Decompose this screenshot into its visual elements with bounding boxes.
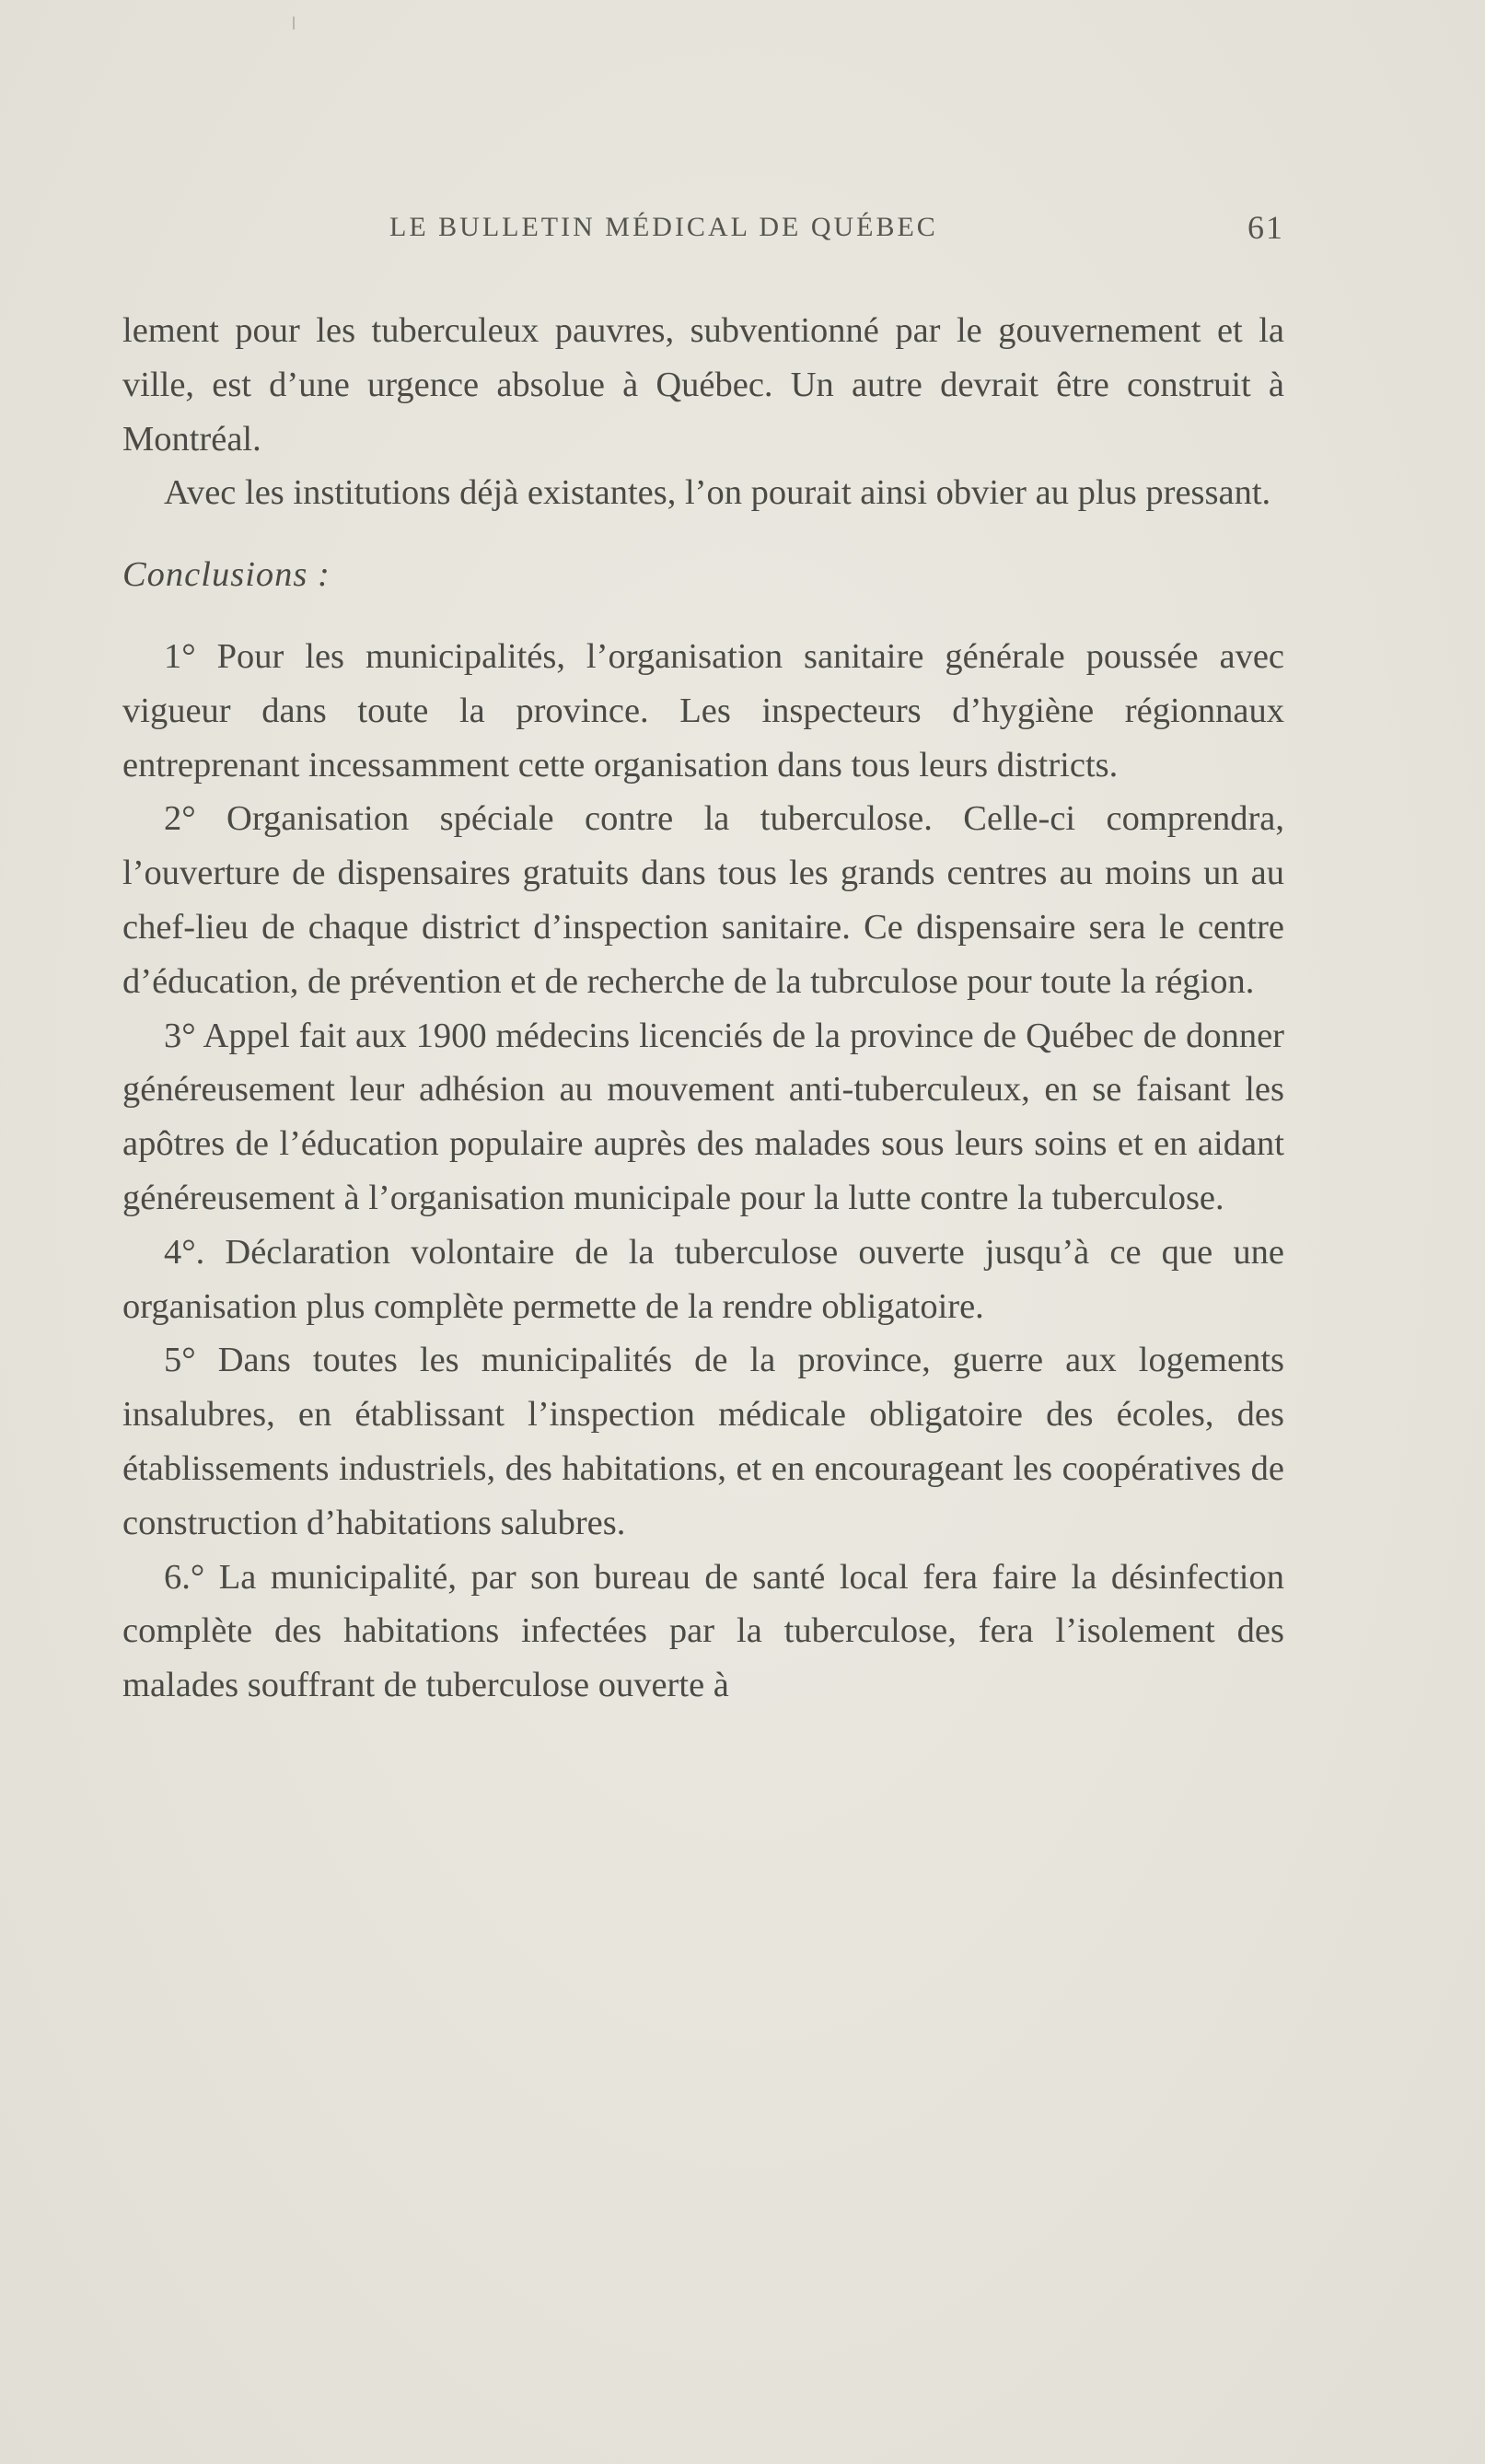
second-paragraph: Avec les institutions déjà existantes, l’on pourait ainsi obvier au plus pressant. [164, 473, 1271, 513]
conclusion-item-1: 1° Pour les municipalités, l’organisation sanitaire générale poussée avec vigueur dans toute la province. Les inspecteurs d’hygiène régionnaux entreprenant incessamment cette organisation dans tous leurs districts. [122, 636, 1284, 785]
page-number: 61 [1247, 209, 1284, 246]
conclusions-heading: Conclusions : [122, 555, 331, 595]
intro-paragraph: lement pour les tuberculeux pauvres, subventionné par le gouvernement et la ville, est d’une urgence absolue à Québec. Un autre devrait être construit à Montréal. [122, 311, 1284, 459]
conclusion-item-2: 2° Organisation spéciale contre la tuberculose. Celle-ci comprendra, l’ouverture de dispensaires gratuits dans tous les grands centres au moins un au chef-lieu de chaque district d’inspection sanitaire. Ce dispensaire sera le centre d’éducation, de prévention et de recherche de la tubrculose pour toute la région. [122, 799, 1284, 1001]
running-title: LE BULLETIN MÉDICAL DE QUÉBEC [389, 212, 938, 242]
body-text [122, 304, 1284, 1713]
paper-speck [293, 17, 295, 29]
conclusion-item-5: 5° Dans toutes les municipalités de la province, guerre aux logements insalubres, en établissant l’inspection médicale obligatoire des écoles, des établissements industriels, des habitations, et en encourageant les coopératives de construction d’habitations salubres. [122, 1341, 1284, 1542]
conclusion-item-3: 3° Appel fait aux 1900 médecins licenciés de la province de Québec de donner généreusement leur adhésion au mouvement anti-tuberculeux, en se faisant les apôtres de l’éducation populaire auprès des malades sous leurs soins et en aidant généreusement à l’organisation municipale pour la lutte contre la tuberculose. [122, 1016, 1284, 1217]
conclusion-item-4: 4°. Déclaration volontaire de la tuberculose ouverte jusqu’à ce que une organisation plus complète permette de la rendre obligatoire. [122, 1232, 1284, 1326]
conclusion-item-6: 6.° La municipalité, par son bureau de santé local fera faire la désinfection complète des habitations infectées par la tuberculose, fera l’isolement des malades souffrant de tuberculose ouverte à [122, 1557, 1284, 1705]
running-header [122, 204, 1284, 250]
